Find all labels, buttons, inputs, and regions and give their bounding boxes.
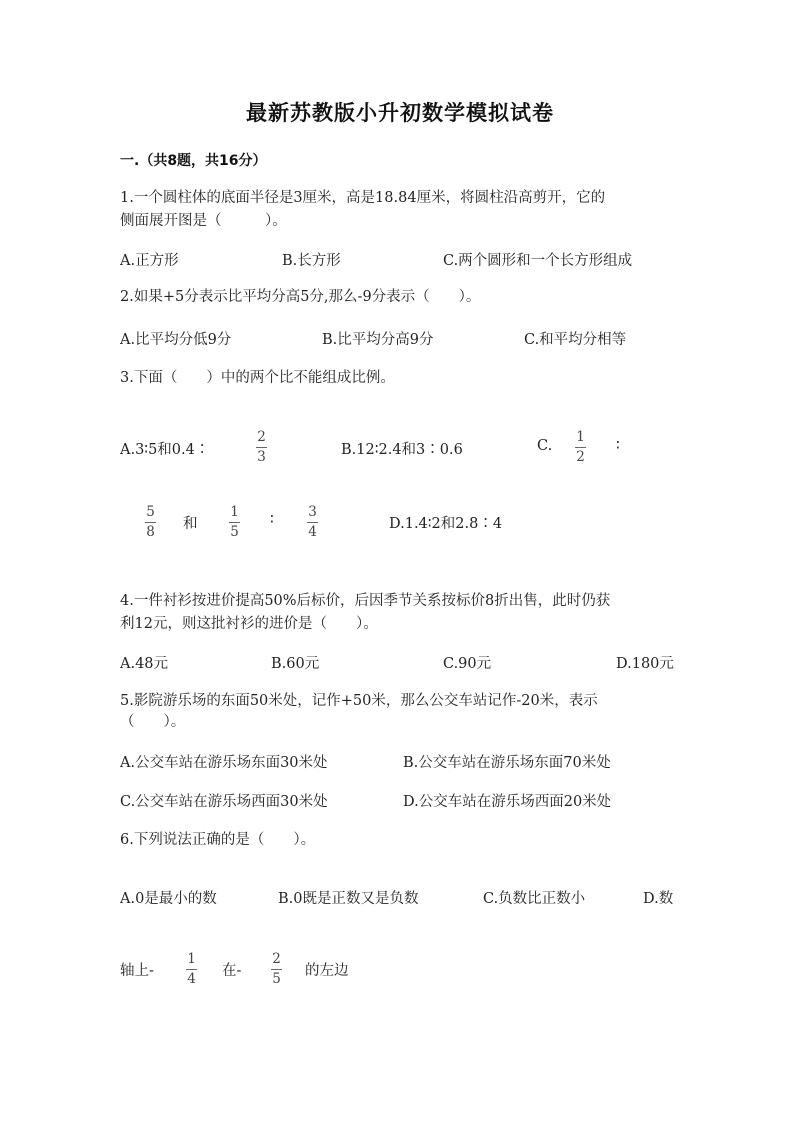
fraction-denominator: 3	[257, 449, 266, 465]
fraction-1-5	[229, 505, 240, 540]
question-4-line-1: 4.一件衬衫按进价提高50%后标价，后因季节关系按标价8折出售，此时仍获	[120, 593, 611, 609]
option-4c: C.90元	[443, 656, 492, 672]
fraction-denominator: 2	[576, 449, 585, 465]
option-6a: A.0是最小的数	[120, 891, 217, 907]
option-1c: C.两个圆形和一个长方形组成	[443, 253, 633, 269]
question-3-text: 3.下面（ ）中的两个比不能组成比例。	[120, 370, 395, 386]
fraction-numerator: 2	[257, 429, 266, 445]
fraction-numerator: 1	[187, 951, 196, 967]
fraction-numerator: 1	[230, 504, 239, 520]
option-4d: D.180元	[616, 656, 674, 672]
option-2c: C.和平均分相等	[524, 332, 627, 348]
fraction-2-5	[271, 952, 282, 987]
and-text: 和	[183, 516, 198, 532]
option-3a-prefix: A.3∶5和0.4∶	[120, 442, 210, 458]
option-6d-continuation: 在-	[222, 963, 242, 979]
option-6d: D.数	[643, 891, 674, 907]
option-2a: A.比平均分低9分	[120, 332, 232, 348]
option-5a: A.公交车站在游乐场东面30米处	[120, 755, 328, 771]
question-1-line-2: 侧面展开图是（ ）。	[120, 213, 287, 229]
option-6c: C.负数比正数小	[483, 891, 586, 907]
option-5c: C.公交车站在游乐场西面30米处	[120, 794, 328, 810]
option-2b: B.比平均分高9分	[322, 332, 434, 348]
fraction-denominator: 5	[272, 971, 281, 987]
option-4b: B.60元	[271, 656, 320, 672]
question-2-text: 2.如果+5分表示比平均分高5分,那么-9分表示（ ）。	[120, 289, 481, 305]
option-5b: B.公交车站在游乐场东面70米处	[403, 755, 611, 771]
fraction-numerator: 1	[576, 429, 585, 445]
question-5-line-1: 5.影院游乐场的东面50米处，记作+50米，那么公交车站记作-20米，表示	[120, 693, 598, 709]
fraction-bar	[256, 447, 267, 448]
fraction-bar	[307, 522, 318, 523]
option-3d: D.1.4∶2和2.8∶4	[389, 516, 503, 532]
ratio-colon: ∶	[616, 438, 620, 454]
option-6d-continuation: 的左边	[305, 963, 349, 979]
option-1a: A.正方形	[120, 253, 179, 269]
option-4a: A.48元	[120, 656, 169, 672]
fraction-denominator: 8	[146, 524, 155, 540]
option-3b: B.12∶2.4和3∶0.6	[341, 442, 463, 458]
fraction-bar	[186, 969, 197, 970]
question-4-line-2: 利12元，则这批衬衫的进价是（ ）。	[120, 616, 378, 632]
option-6d-continuation: 轴上-	[120, 963, 154, 979]
fraction-denominator: 5	[230, 524, 239, 540]
fraction-denominator: 4	[187, 971, 196, 987]
fraction-bar	[229, 522, 240, 523]
section-header: 一.（共8题，共16分）	[120, 153, 267, 169]
question-1-line-1: 1.一个圆柱体的底面半径是3厘米，高是18.84厘米，将圆柱沿高剪开，它的	[120, 190, 606, 206]
page-title: 最新苏教版小升初数学模拟试卷	[246, 101, 554, 125]
option-3c-prefix: C.	[537, 438, 553, 454]
fraction-bar	[575, 447, 586, 448]
fraction-numerator: 3	[308, 504, 317, 520]
option-5d: D.公交车站在游乐场西面20米处	[403, 794, 612, 810]
question-6-text: 6.下列说法正确的是（ ）。	[120, 832, 316, 848]
question-5-line-2: （ ）。	[120, 714, 186, 730]
option-1b: B.长方形	[282, 253, 341, 269]
fraction-5-8	[145, 505, 156, 540]
fraction-bar	[145, 522, 156, 523]
ratio-colon: ∶	[270, 512, 274, 528]
fraction-3-4	[307, 505, 318, 540]
fraction-numerator: 5	[146, 504, 155, 520]
fraction-2-3	[256, 430, 267, 465]
fraction-1-2	[575, 430, 586, 465]
option-6b: B.0既是正数又是负数	[278, 891, 419, 907]
fraction-bar	[271, 969, 282, 970]
fraction-1-4	[186, 952, 197, 987]
fraction-denominator: 4	[308, 524, 317, 540]
fraction-numerator: 2	[272, 951, 281, 967]
